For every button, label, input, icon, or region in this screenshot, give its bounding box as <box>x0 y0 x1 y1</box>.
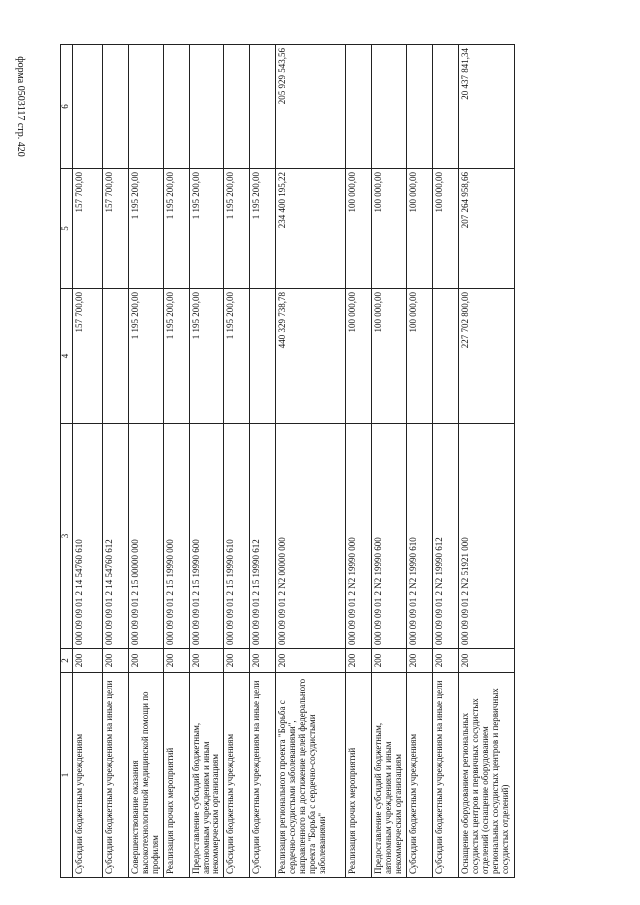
table-row <box>250 45 276 878</box>
row-budget-code: 000 09 09 01 2 15 19990 610 <box>224 424 250 649</box>
row-unexecuted <box>163 45 189 169</box>
row-line-code: 200 <box>224 649 250 673</box>
row-approved <box>103 289 129 424</box>
row-budget-code: 000 09 09 01 2 15 19990 000 <box>163 424 189 649</box>
row-line-code: 200 <box>407 649 433 673</box>
row-name: Совершенствование оказания высокотехнологичной медицинской помощи по профилям <box>129 673 164 878</box>
table-row <box>103 45 129 878</box>
col-header-3: 3 <box>61 424 73 649</box>
report-table <box>60 44 515 878</box>
table-row <box>73 45 103 878</box>
row-name: Субсидии бюджетным учреждениям <box>224 673 250 878</box>
table-row <box>276 45 346 878</box>
row-unexecuted <box>407 45 433 169</box>
row-executed: 1 195 200,00 <box>129 169 164 289</box>
row-unexecuted <box>103 45 129 169</box>
col-header-1: 1 <box>61 673 73 878</box>
row-line-code: 200 <box>189 649 224 673</box>
row-unexecuted <box>73 45 103 169</box>
table-row <box>189 45 224 878</box>
row-line-code: 200 <box>250 649 276 673</box>
row-unexecuted <box>372 45 407 169</box>
col-header-2: 2 <box>61 649 73 673</box>
row-line-code: 200 <box>163 649 189 673</box>
table-row <box>346 45 372 878</box>
row-budget-code: 000 09 09 01 2 N2 51921 000 <box>459 424 515 649</box>
row-executed: 157 700,00 <box>73 169 103 289</box>
row-budget-code: 000 09 09 01 2 N2 19990 610 <box>407 424 433 649</box>
row-budget-code: 000 09 09 01 2 14 54760 612 <box>103 424 129 649</box>
row-name: Реализация прочих мероприятий <box>163 673 189 878</box>
row-approved: 1 195 200,00 <box>224 289 250 424</box>
row-name: Реализация прочих мероприятий <box>346 673 372 878</box>
row-name: Реализация регионального проекта "Борьба с сердечно-сосудистыми заболеваниями", направленного на достижение целей федерального проекта "Борьба с сердечно-сосудистыми заболеваниями" <box>276 673 346 878</box>
row-executed: 1 195 200,00 <box>224 169 250 289</box>
row-line-code: 200 <box>346 649 372 673</box>
row-name: Субсидии бюджетным учреждениям <box>407 673 433 878</box>
row-name: Предоставление субсидий бюджетным, автономным учреждениям и иным некоммерческим организациям <box>189 673 224 878</box>
table-row <box>129 45 164 878</box>
row-approved: 1 195 200,00 <box>189 289 224 424</box>
row-unexecuted <box>129 45 164 169</box>
row-line-code: 200 <box>276 649 346 673</box>
row-approved <box>433 289 459 424</box>
row-approved: 157 700,00 <box>73 289 103 424</box>
table-row <box>372 45 407 878</box>
row-executed: 234 400 195,22 <box>276 169 346 289</box>
row-line-code: 200 <box>433 649 459 673</box>
table-row <box>224 45 250 878</box>
row-approved: 440 329 738,78 <box>276 289 346 424</box>
row-budget-code: 000 09 09 01 2 14 54760 610 <box>73 424 103 649</box>
row-budget-code: 000 09 09 01 2 15 00000 000 <box>129 424 164 649</box>
row-name: Предоставление субсидий бюджетным, автономным учреждениям и иным некоммерческим организациям <box>372 673 407 878</box>
row-approved: 227 702 800,00 <box>459 289 515 424</box>
row-executed: 1 195 200,00 <box>250 169 276 289</box>
row-executed: 1 195 200,00 <box>163 169 189 289</box>
table-row <box>163 45 189 878</box>
row-unexecuted <box>346 45 372 169</box>
row-name: Субсидии бюджетным учреждениям на иные цели <box>250 673 276 878</box>
table-row <box>407 45 433 878</box>
row-approved: 100 000,00 <box>372 289 407 424</box>
row-executed: 100 000,00 <box>372 169 407 289</box>
table-row <box>459 45 515 878</box>
row-name: Субсидии бюджетным учреждениям на иные цели <box>433 673 459 878</box>
row-unexecuted <box>224 45 250 169</box>
row-approved <box>250 289 276 424</box>
row-unexecuted: 205 929 543,56 <box>276 45 346 169</box>
row-executed: 1 195 200,00 <box>189 169 224 289</box>
row-budget-code: 000 09 09 01 2 N2 19990 600 <box>372 424 407 649</box>
col-header-6: 6 <box>61 45 73 169</box>
row-line-code: 200 <box>372 649 407 673</box>
row-budget-code: 000 09 09 01 2 N2 19990 000 <box>346 424 372 649</box>
row-approved: 100 000,00 <box>407 289 433 424</box>
col-header-4: 4 <box>61 289 73 424</box>
row-approved: 100 000,00 <box>346 289 372 424</box>
col-header-5: 5 <box>61 169 73 289</box>
report-table-page <box>60 45 600 878</box>
row-executed: 100 000,00 <box>346 169 372 289</box>
row-name: Оснащение оборудованием региональных сосудистых центров и первичных сосудистых отделений (оснащение оборудованием региональных сосудистых центров и первичных сосудистых отделений) <box>459 673 515 878</box>
row-budget-code: 000 09 09 01 2 N2 00000 000 <box>276 424 346 649</box>
form-label: форма 0503117 стр. 420 <box>14 56 26 157</box>
row-name: Субсидии бюджетным учреждениям на иные цели <box>103 673 129 878</box>
row-approved: 1 195 200,00 <box>129 289 164 424</box>
row-line-code: 200 <box>459 649 515 673</box>
row-line-code: 200 <box>103 649 129 673</box>
row-budget-code: 000 09 09 01 2 15 19990 612 <box>250 424 276 649</box>
row-unexecuted <box>189 45 224 169</box>
row-name: Субсидии бюджетным учреждениям <box>73 673 103 878</box>
row-executed: 207 264 958,66 <box>459 169 515 289</box>
row-budget-code: 000 09 09 01 2 15 19990 600 <box>189 424 224 649</box>
row-executed: 100 000,00 <box>433 169 459 289</box>
row-unexecuted <box>433 45 459 169</box>
row-budget-code: 000 09 09 01 2 N2 19990 612 <box>433 424 459 649</box>
row-executed: 157 700,00 <box>103 169 129 289</box>
row-line-code: 200 <box>73 649 103 673</box>
table-row <box>433 45 459 878</box>
row-approved: 1 195 200,00 <box>163 289 189 424</box>
row-unexecuted <box>250 45 276 169</box>
row-executed: 100 000,00 <box>407 169 433 289</box>
row-line-code: 200 <box>129 649 164 673</box>
header-row <box>61 45 73 878</box>
row-unexecuted: 20 437 841,34 <box>459 45 515 169</box>
